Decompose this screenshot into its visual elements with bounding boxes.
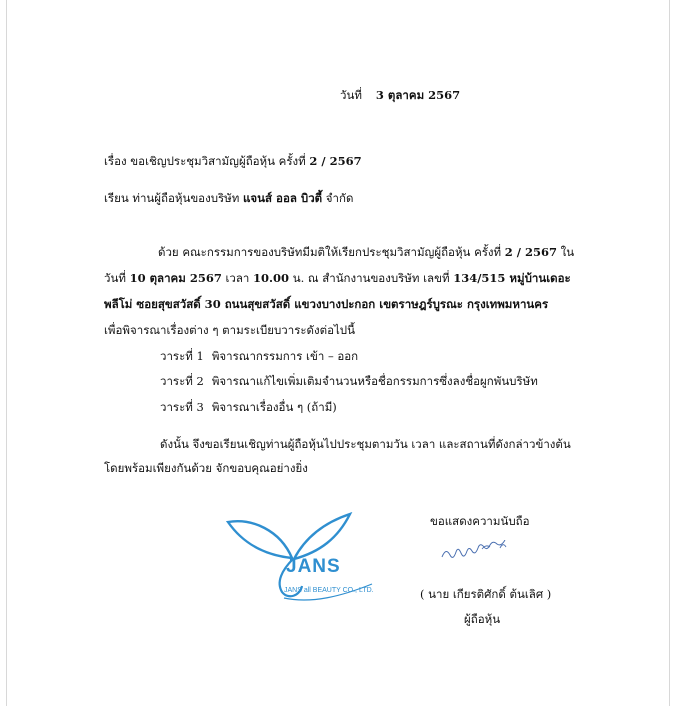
recipient-suffix: จำกัด	[325, 191, 354, 205]
logo-company-name: JANS all BEAUTY CO., LTD.	[284, 587, 374, 594]
date-label: วันที่	[340, 88, 362, 102]
recipient-company: แจนส์ ออล บิวตี้	[243, 191, 323, 205]
signature-scribble	[438, 540, 516, 566]
agenda-item	[160, 400, 337, 414]
meeting-time: 10.00	[253, 271, 290, 285]
meeting-date: 10 ตุลาคม 2567	[129, 271, 222, 285]
logo-brand: JANS	[286, 556, 341, 577]
recipient-text: ท่านผู้ถือหุ้นของบริษัท	[132, 191, 240, 205]
subject-number: 2 / 2567	[309, 154, 362, 168]
meeting-address-start: 134/515 หมู่บ้านเดอะ	[453, 271, 571, 285]
body-line-2	[104, 271, 571, 285]
agenda-text: พิจารณาเรื่องอื่น ๆ (ถ้ามี)	[211, 400, 337, 414]
subject-label: เรื่อง	[104, 154, 127, 168]
subject-text: ขอเชิญประชุมวิสามัญผู้ถือหุ้น ครั้งที่	[130, 154, 306, 168]
body-line-2-label: วันที่	[104, 271, 126, 285]
agenda-item	[160, 374, 538, 388]
closing-line-1: ดังนั้น จึงขอเรียนเชิญท่านผู้ถือหุ้นไปประชุมตามวัน เวลา และสถานที่ดังกล่าวข้างต้น	[160, 437, 571, 451]
agenda-label: วาระที่ 2	[160, 374, 204, 388]
agenda-text: พิจารณาแก้ไขเพิ่มเติมจำนวนหรือชื่อกรรมการซึ่งลงชื่อผูกพันบริษัท	[211, 374, 538, 388]
signer-title: ผู้ถือหุ้น	[464, 612, 501, 626]
date-value: 3 ตุลาคม 2567	[375, 88, 461, 102]
meeting-address: พลีโม่ ซอยสุขสวัสดิ์ 30 ถนนสุขสวัสดิ์ แขวงบางปะกอก เขตราษฎร์บูรณะ กรุงเทพมหานคร	[104, 297, 549, 311]
signer-name: ( นาย เกียรติศักดิ์ ต้นเลิศ )	[420, 587, 552, 601]
date-line	[340, 88, 460, 102]
meeting-number: 2 / 2567	[504, 245, 558, 259]
regards-text: ขอแสดงความนับถือ	[430, 514, 530, 528]
body-line-1-text: ด้วย คณะกรรมการของบริษัทมีมติให้เรียกประชุมวิสามัญผู้ถือหุ้น ครั้งที่	[158, 245, 502, 259]
body-line-1	[158, 245, 574, 259]
body-line-4: เพื่อพิจารณาเรื่องต่าง ๆ ตามระเบียบวาระดังต่อไปนี้	[104, 323, 355, 337]
recipient-label: เรียน	[104, 191, 129, 205]
agenda-item	[160, 349, 358, 363]
closing-line-2: โดยพร้อมเพียงกันด้วย จักขอบคุณอย่างยิ่ง	[104, 461, 308, 475]
body-line-2-text: น. ณ สำนักงานของบริษัท เลขที่	[292, 271, 450, 285]
recipient-line	[104, 191, 353, 205]
agenda-label: วาระที่ 1	[160, 349, 204, 363]
body-line-2-time-label: เวลา	[225, 271, 250, 285]
agenda-text: พิจารณากรรมการ เข้า – ออก	[211, 349, 359, 363]
body-line-1-end: ใน	[560, 245, 575, 259]
subject-line	[104, 154, 362, 168]
agenda-label: วาระที่ 3	[160, 400, 204, 414]
